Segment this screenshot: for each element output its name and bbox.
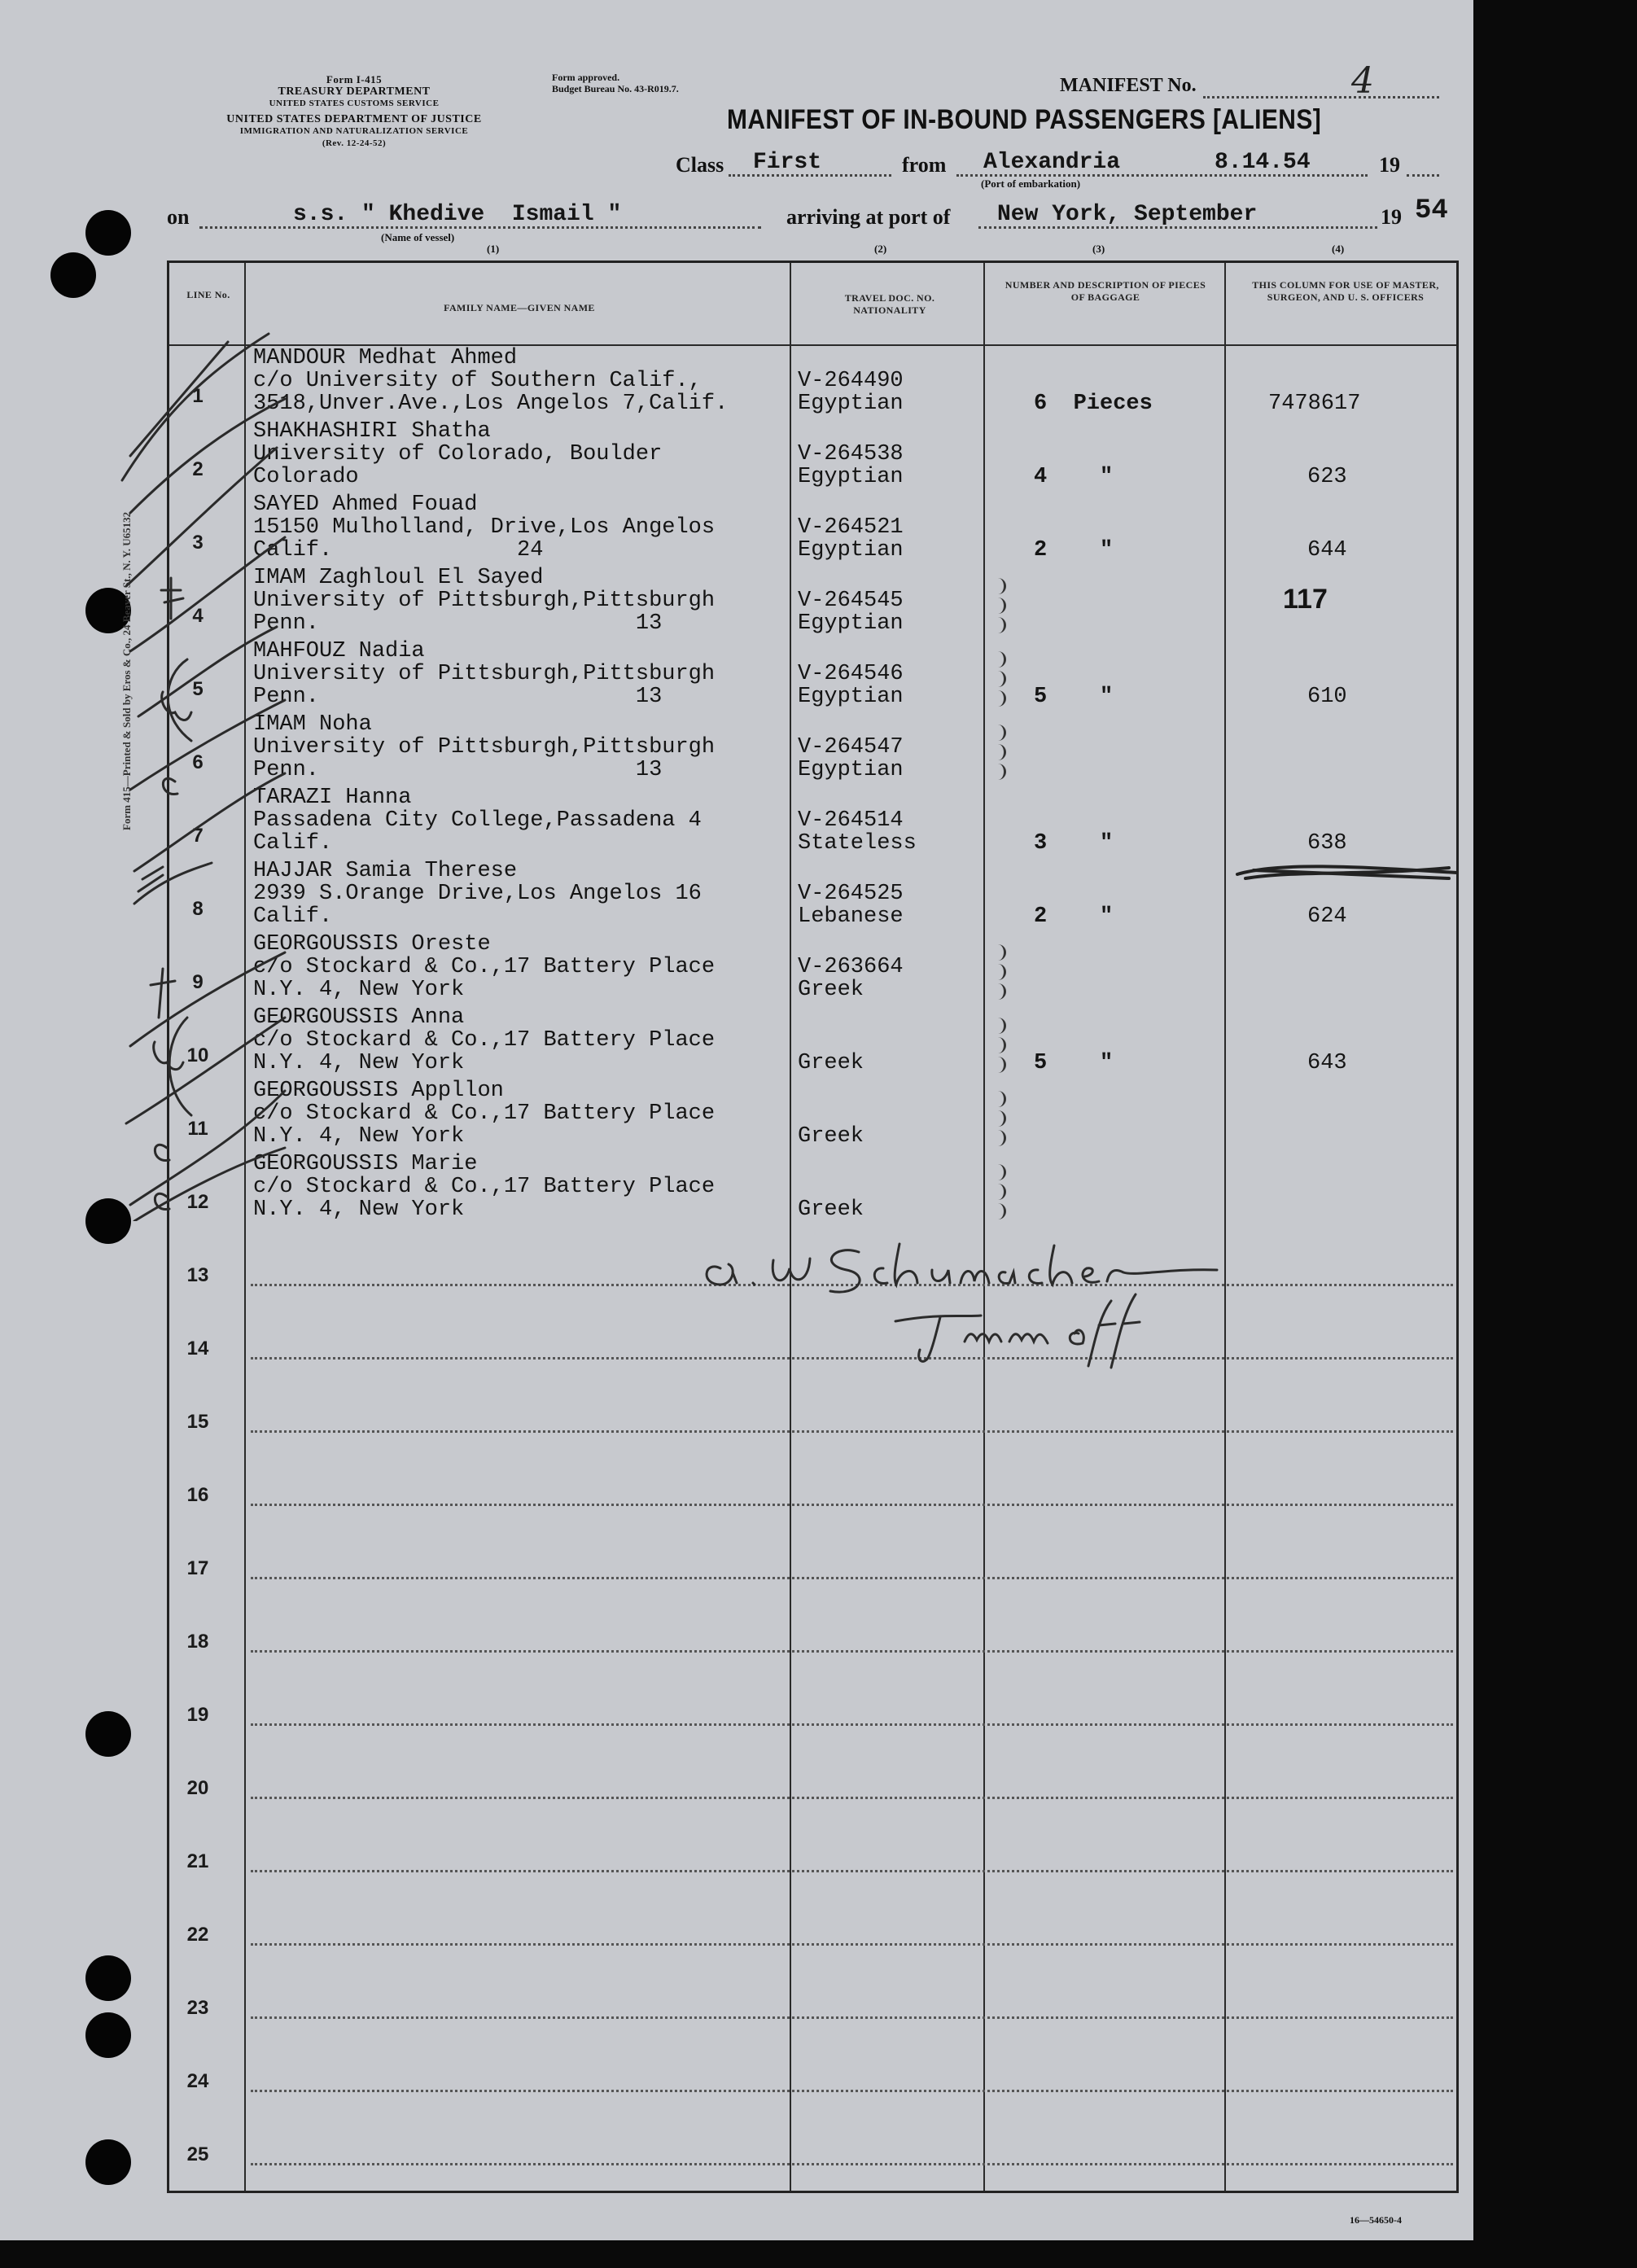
passenger-address-line-2: Penn. 13	[253, 685, 663, 709]
line-number: 14	[186, 1338, 209, 1359]
line-number: 2	[192, 458, 204, 480]
blank-entry-line	[251, 2090, 1453, 2092]
from-label: from	[902, 153, 947, 177]
table-row	[169, 1443, 1456, 1517]
table-row	[169, 930, 1456, 1004]
blank-entry-line	[251, 1870, 1453, 1872]
passenger-table	[167, 261, 1459, 2193]
on-label: on	[167, 205, 190, 229]
passenger-name: GEORGOUSSIS Oreste	[253, 932, 491, 957]
line-number: 22	[186, 1924, 209, 1946]
passenger-name: IMAM Noha	[253, 712, 372, 737]
table-row	[169, 1150, 1456, 1224]
revision: (Rev. 12-24-52)	[322, 138, 387, 148]
nationality: Greek	[798, 1124, 864, 1149]
table-row	[169, 1004, 1456, 1077]
officer-signature	[696, 1228, 1266, 1374]
punch-hole	[85, 2012, 131, 2058]
passenger-name: GEORGOUSSIS Marie	[253, 1152, 478, 1176]
side-printer-note: Form 415—Printed & Sold by Eros & Co., 24 Beaver St., N. Y. U65132	[120, 511, 133, 830]
form-approved: Form approved.	[552, 72, 620, 83]
travel-doc-number: V-264521	[798, 515, 904, 540]
table-row	[169, 637, 1456, 711]
nationality: Stateless	[798, 831, 917, 856]
travel-doc-number: V-264538	[798, 442, 904, 466]
table-row	[169, 1663, 1456, 1736]
travel-doc-number: V-264547	[798, 735, 904, 760]
passenger-address-line-2: Calif.	[253, 831, 333, 856]
manifest-no-value: 4	[1351, 60, 1374, 102]
blank-entry-line	[251, 1504, 1453, 1506]
table-row	[169, 784, 1456, 857]
form-number: Form I-415	[326, 73, 383, 85]
punch-hole	[50, 252, 96, 298]
passenger-address-line-1: University of Pittsburgh,Pittsburgh	[253, 735, 716, 760]
passenger-address-line-2: Calif.	[253, 904, 333, 929]
table-row	[169, 1736, 1456, 1810]
passenger-address-line-2: N.Y. 4, New York	[253, 1124, 465, 1149]
form-id-block	[163, 73, 545, 150]
line-number: 20	[186, 1777, 209, 1799]
passenger-address-line-1: c/o Stockard & Co.,17 Battery Place	[253, 1101, 716, 1126]
baggage-description: 3 "	[1034, 831, 1114, 856]
baggage-description: 5 "	[1034, 1051, 1114, 1075]
line-number: 8	[192, 898, 204, 920]
passenger-name: HAJJAR Samia Therese	[253, 859, 518, 883]
line-number: 1	[192, 385, 204, 407]
punch-hole	[85, 2139, 131, 2185]
line-number: 6	[192, 751, 204, 773]
line-number: 5	[192, 678, 204, 700]
justice-dept: UNITED STATES DEPARTMENT OF JUSTICE	[226, 113, 482, 125]
table-row	[169, 711, 1456, 784]
table-row	[169, 1956, 1456, 2029]
punch-hole	[85, 210, 131, 256]
header-travel-doc: TRAVEL DOC. NO. NATIONALITY	[844, 292, 935, 316]
arriving-label: arriving at port of	[786, 205, 951, 229]
table-row	[169, 1370, 1456, 1443]
line-number: 16	[186, 1484, 209, 1506]
passenger-name: GEORGOUSSIS Anna	[253, 1005, 465, 1030]
passenger-address-line-1: c/o Stockard & Co.,17 Battery Place	[253, 1175, 716, 1199]
table-row	[169, 564, 1456, 637]
officer-notation: 117	[1283, 584, 1328, 615]
passenger-name: SAYED Ahmed Fouad	[253, 493, 478, 517]
nationality: Lebanese	[798, 904, 904, 929]
officer-notation: 610	[1307, 685, 1347, 709]
baggage-description: 5 "	[1034, 685, 1114, 709]
col-num-4: (4)	[1332, 243, 1345, 255]
table-row	[169, 344, 1456, 418]
passenger-name: MAHFOUZ Nadia	[253, 639, 425, 663]
passenger-address-line-2: 3518,Unver.Ave.,Los Angelos 7,Calif.	[253, 392, 729, 416]
table-row	[169, 491, 1456, 564]
officer-notation: 643	[1307, 1051, 1347, 1075]
baggage-description: 2 "	[1034, 538, 1114, 563]
passenger-name: GEORGOUSSIS Appllon	[253, 1079, 504, 1103]
officer-notation: 638	[1307, 831, 1347, 856]
line-number: 11	[187, 1118, 208, 1140]
year-prefix-1: 19	[1379, 153, 1400, 177]
travel-doc-number: V-264490	[798, 369, 904, 393]
baggage-description: 6 Pieces	[1034, 392, 1153, 416]
footer-code: 16—54650-4	[1350, 2214, 1402, 2226]
year-prefix-2: 19	[1381, 205, 1402, 229]
line-number: 24	[186, 2070, 209, 2092]
blank-entry-line	[251, 1650, 1453, 1653]
passenger-address-line-1: University of Colorado, Boulder	[253, 442, 663, 466]
line-number: 18	[186, 1631, 209, 1653]
passenger-address-line-2: Penn. 13	[253, 611, 663, 636]
passenger-address-line-2: N.Y. 4, New York	[253, 978, 465, 1002]
officer-notation: 624	[1307, 904, 1347, 929]
passenger-address-line-1: 15150 Mulholland, Drive,Los Angelos	[253, 515, 716, 540]
travel-doc-number: V-264545	[798, 589, 904, 613]
header-officers: THIS COLUMN FOR USE OF MASTER, SURGEON, AND U. S. OFFICERS	[1252, 279, 1439, 303]
nationality: Greek	[798, 978, 864, 1002]
blank-entry-line	[251, 1430, 1453, 1433]
passenger-address-line-1: c/o Stockard & Co.,17 Battery Place	[253, 955, 716, 979]
baggage-description: 2 "	[1034, 904, 1114, 929]
class-label: Class	[676, 153, 724, 177]
table-row	[169, 1077, 1456, 1150]
vessel-caption: (Name of vessel)	[381, 231, 455, 243]
table-row	[169, 1517, 1456, 1590]
line-number: 17	[186, 1557, 209, 1579]
col-num-2: (2)	[874, 243, 887, 255]
header-line-no: LINE No.	[186, 289, 230, 300]
line-number: 3	[192, 532, 204, 554]
customs-service: UNITED STATES CUSTOMS SERVICE	[269, 99, 440, 108]
nationality: Egyptian	[798, 685, 904, 709]
port-embark-value: Alexandria	[983, 150, 1121, 175]
travel-doc-number: V-264546	[798, 662, 904, 686]
blank-entry-line	[251, 2163, 1453, 2165]
line-number: 9	[192, 971, 204, 993]
travel-doc-number: V-264514	[798, 808, 904, 833]
line-number: 13	[186, 1264, 209, 1286]
nationality: Egyptian	[798, 465, 904, 489]
passenger-address-line-1: 2939 S.Orange Drive,Los Angelos 16	[253, 882, 702, 906]
line-number: 7	[192, 825, 204, 847]
passenger-address-line-2: Colorado	[253, 465, 359, 489]
passenger-address-line-1: University of Pittsburgh,Pittsburgh	[253, 589, 716, 613]
travel-doc-number: V-263664	[798, 955, 904, 979]
blank-entry-line	[251, 1577, 1453, 1579]
struck-entry	[1229, 858, 1473, 891]
passenger-name: MANDOUR Medhat Ahmed	[253, 346, 518, 370]
line-number: 21	[186, 1850, 209, 1872]
embark-date-value: 8.14.54	[1215, 150, 1311, 175]
manifest-no-line	[1203, 96, 1439, 99]
table-row	[169, 418, 1456, 491]
travel-doc-number: V-264525	[798, 882, 904, 906]
table-row	[169, 1810, 1456, 1883]
punch-hole	[85, 1711, 131, 1757]
year-line-1	[1407, 174, 1439, 177]
passenger-address-line-2: N.Y. 4, New York	[253, 1051, 465, 1075]
passenger-address-line-1: University of Pittsburgh,Pittsburgh	[253, 662, 716, 686]
blank-entry-line	[251, 1797, 1453, 1799]
officer-notation: 644	[1307, 538, 1347, 563]
approval-block	[552, 72, 679, 94]
passenger-name: IMAM Zaghloul El Sayed	[253, 566, 544, 590]
punch-hole	[85, 1955, 131, 2001]
col-num-3: (3)	[1092, 243, 1105, 255]
passenger-address-line-2: N.Y. 4, New York	[253, 1197, 465, 1222]
blank-entry-line	[251, 1723, 1453, 1726]
table-row	[169, 2029, 1456, 2103]
port-embark-caption: (Port of embarkation)	[981, 177, 1081, 190]
table-row	[169, 2103, 1456, 2176]
passenger-address-line-1: Passadena City College,Passadena 4	[253, 808, 702, 833]
officer-notation: 623	[1307, 465, 1347, 489]
ins-service: IMMIGRATION AND NATURALIZATION SERVICE	[239, 126, 469, 136]
manifest-no-label: MANIFEST No.	[1060, 75, 1197, 96]
officer-notation: 7478617	[1268, 392, 1361, 416]
passenger-address-line-2: Penn. 13	[253, 758, 663, 782]
nationality: Egyptian	[798, 611, 904, 636]
nationality: Greek	[798, 1197, 864, 1222]
budget-bureau: Budget Bureau No. 43-R019.7.	[552, 83, 679, 94]
blank-entry-line	[251, 2016, 1453, 2019]
margin-checkmarks	[114, 309, 326, 1221]
blank-entry-line	[251, 1943, 1453, 1946]
line-number: 19	[186, 1704, 209, 1726]
nationality: Egyptian	[798, 758, 904, 782]
arrival-port-value: New York, September	[997, 202, 1258, 227]
passenger-name: SHAKHASHIRI Shatha	[253, 419, 491, 444]
nationality: Egyptian	[798, 392, 904, 416]
line-number: 12	[186, 1191, 209, 1213]
table-row	[169, 1883, 1456, 1956]
year-suffix-2: 54	[1415, 195, 1448, 226]
line-number: 10	[186, 1044, 209, 1066]
treasury-dept: TREASURY DEPARTMENT	[278, 85, 431, 98]
header-name: FAMILY NAME—GIVEN NAME	[444, 302, 595, 313]
col-num-1: (1)	[487, 243, 500, 255]
vessel-value: s.s. " Khedive Ismail "	[293, 202, 622, 227]
line-number: 4	[192, 605, 204, 627]
passenger-address-line-2: Calif. 24	[253, 538, 544, 563]
manifest-title: MANIFEST OF IN-BOUND PASSENGERS [ALIENS]	[727, 104, 1322, 135]
header-baggage: NUMBER AND DESCRIPTION OF PIECES OF BAGGAGE	[1005, 279, 1206, 303]
table-row	[169, 1590, 1456, 1663]
baggage-description: 4 "	[1034, 465, 1114, 489]
class-value: First	[753, 150, 822, 175]
line-number: 15	[186, 1411, 209, 1433]
line-number: 23	[186, 1997, 209, 2019]
nationality: Egyptian	[798, 538, 904, 563]
line-number: 25	[186, 2143, 209, 2165]
nationality: Greek	[798, 1051, 864, 1075]
passenger-address-line-1: c/o University of Southern Calif.,	[253, 369, 702, 393]
passenger-address-line-1: c/o Stockard & Co.,17 Battery Place	[253, 1028, 716, 1053]
passenger-name: TARAZI Hanna	[253, 786, 412, 810]
